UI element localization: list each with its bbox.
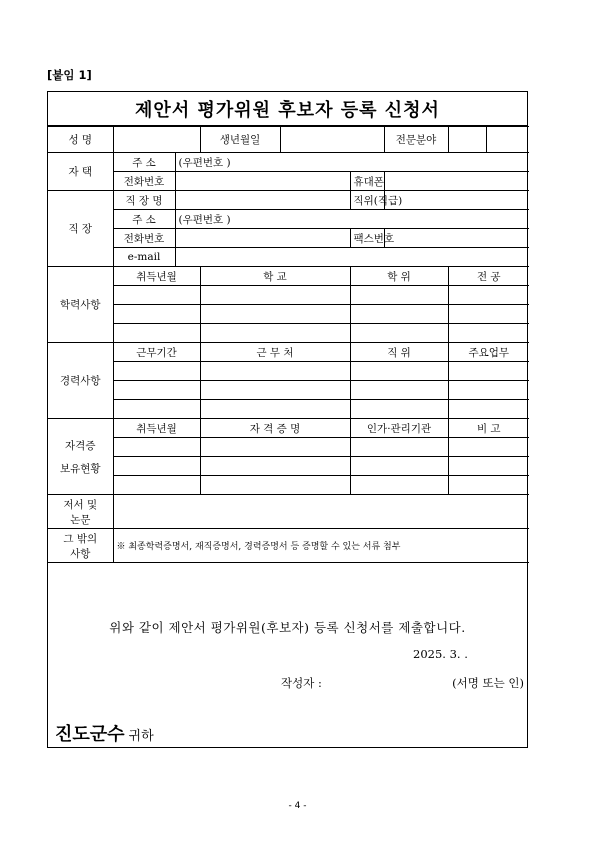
license-row[interactable] [48, 476, 529, 495]
application-form [47, 91, 528, 748]
education-row[interactable] [48, 324, 529, 343]
mobile-field[interactable] [384, 172, 529, 191]
email-field[interactable] [175, 248, 529, 267]
mobile-label: 휴대폰 [350, 172, 384, 191]
email-label: e-mail [113, 248, 175, 267]
career-header: 근 무 처 [200, 343, 350, 362]
other-label-line2: 사항 [70, 547, 91, 560]
papers-field[interactable] [113, 495, 529, 529]
name-label: 성 명 [48, 127, 113, 153]
license-row[interactable] [48, 438, 529, 457]
license-row[interactable] [48, 457, 529, 476]
work-phone-label: 전화번호 [113, 229, 175, 248]
fax-field[interactable] [384, 229, 529, 248]
birth-label: 생년월일 [200, 127, 280, 153]
license-header: 취득년월 [113, 419, 200, 438]
declaration-text: 위와 같이 제안서 평가위원(후보자) 등록 신청서를 제출합니다. [109, 620, 466, 635]
career-section-label: 경력사항 [48, 343, 113, 419]
education-header: 취득년월 [113, 267, 200, 286]
other-note: ※ 최종학력증명서, 재직증명서, 경력증명서 등 증명할 수 있는 서류 첨부 [113, 529, 529, 563]
work-address-label: 주 소 [113, 210, 175, 229]
birth-field[interactable] [280, 127, 384, 153]
home-address-field[interactable]: (우편번호 ) [175, 153, 529, 172]
home-phone-field[interactable] [175, 172, 350, 191]
career-row[interactable] [48, 381, 529, 400]
career-row[interactable] [48, 362, 529, 381]
license-label-line2: 보유현황 [59, 462, 101, 475]
page-number: - 4 - [288, 801, 307, 811]
submission-date: 2025. 3. . [413, 647, 468, 661]
position-label: 직위(직급) [350, 191, 384, 210]
field-value[interactable] [448, 127, 486, 153]
field-empty [486, 127, 529, 153]
license-header: 비 고 [448, 419, 529, 438]
career-row[interactable] [48, 400, 529, 419]
work-phone-field[interactable] [175, 229, 350, 248]
home-address-label: 주 소 [113, 153, 175, 172]
education-row[interactable] [48, 286, 529, 305]
position-field[interactable] [384, 191, 529, 210]
field-label: 전문분야 [384, 127, 448, 153]
home-section-label: 자 택 [48, 153, 113, 191]
fax-label: 팩스번호 [350, 229, 384, 248]
sign-note: (서명 또는 인) [452, 676, 524, 690]
papers-label-line2: 논문 [70, 513, 91, 526]
papers-label-line1: 저서 및 [63, 498, 98, 511]
education-header: 학 교 [200, 267, 350, 286]
company-label: 직 장 명 [113, 191, 175, 210]
papers-label [48, 495, 113, 529]
work-section-label: 직 장 [48, 191, 113, 267]
other-label-line1: 그 밖의 [63, 532, 98, 545]
career-header: 근무기간 [113, 343, 200, 362]
career-header: 직 위 [350, 343, 448, 362]
attachment-label: [붙임 1] [47, 68, 92, 82]
license-header: 자 격 증 명 [200, 419, 350, 438]
signer-label: 작성자 : [281, 676, 322, 690]
license-header: 인가·관리기관 [350, 419, 448, 438]
education-header: 학 위 [350, 267, 448, 286]
education-section-label: 학력사항 [48, 267, 113, 343]
declaration-area [48, 614, 527, 747]
addressee-line [55, 720, 154, 746]
career-header: 주요업무 [448, 343, 529, 362]
form-table [48, 126, 529, 563]
other-label [48, 529, 113, 563]
education-header: 전 공 [448, 267, 529, 286]
license-section-label [48, 419, 113, 495]
education-row[interactable] [48, 305, 529, 324]
addressee: 진도군수 [55, 724, 125, 745]
company-field[interactable] [175, 191, 350, 210]
honorific: 귀하 [128, 729, 154, 744]
work-address-field[interactable]: (우편번호 ) [175, 210, 529, 229]
name-field[interactable] [113, 127, 200, 153]
home-phone-label: 전화번호 [113, 172, 175, 191]
license-label-line1: 자격증 [65, 439, 96, 452]
form-title: 제안서 평가위원 후보자 등록 신청서 [48, 92, 527, 126]
